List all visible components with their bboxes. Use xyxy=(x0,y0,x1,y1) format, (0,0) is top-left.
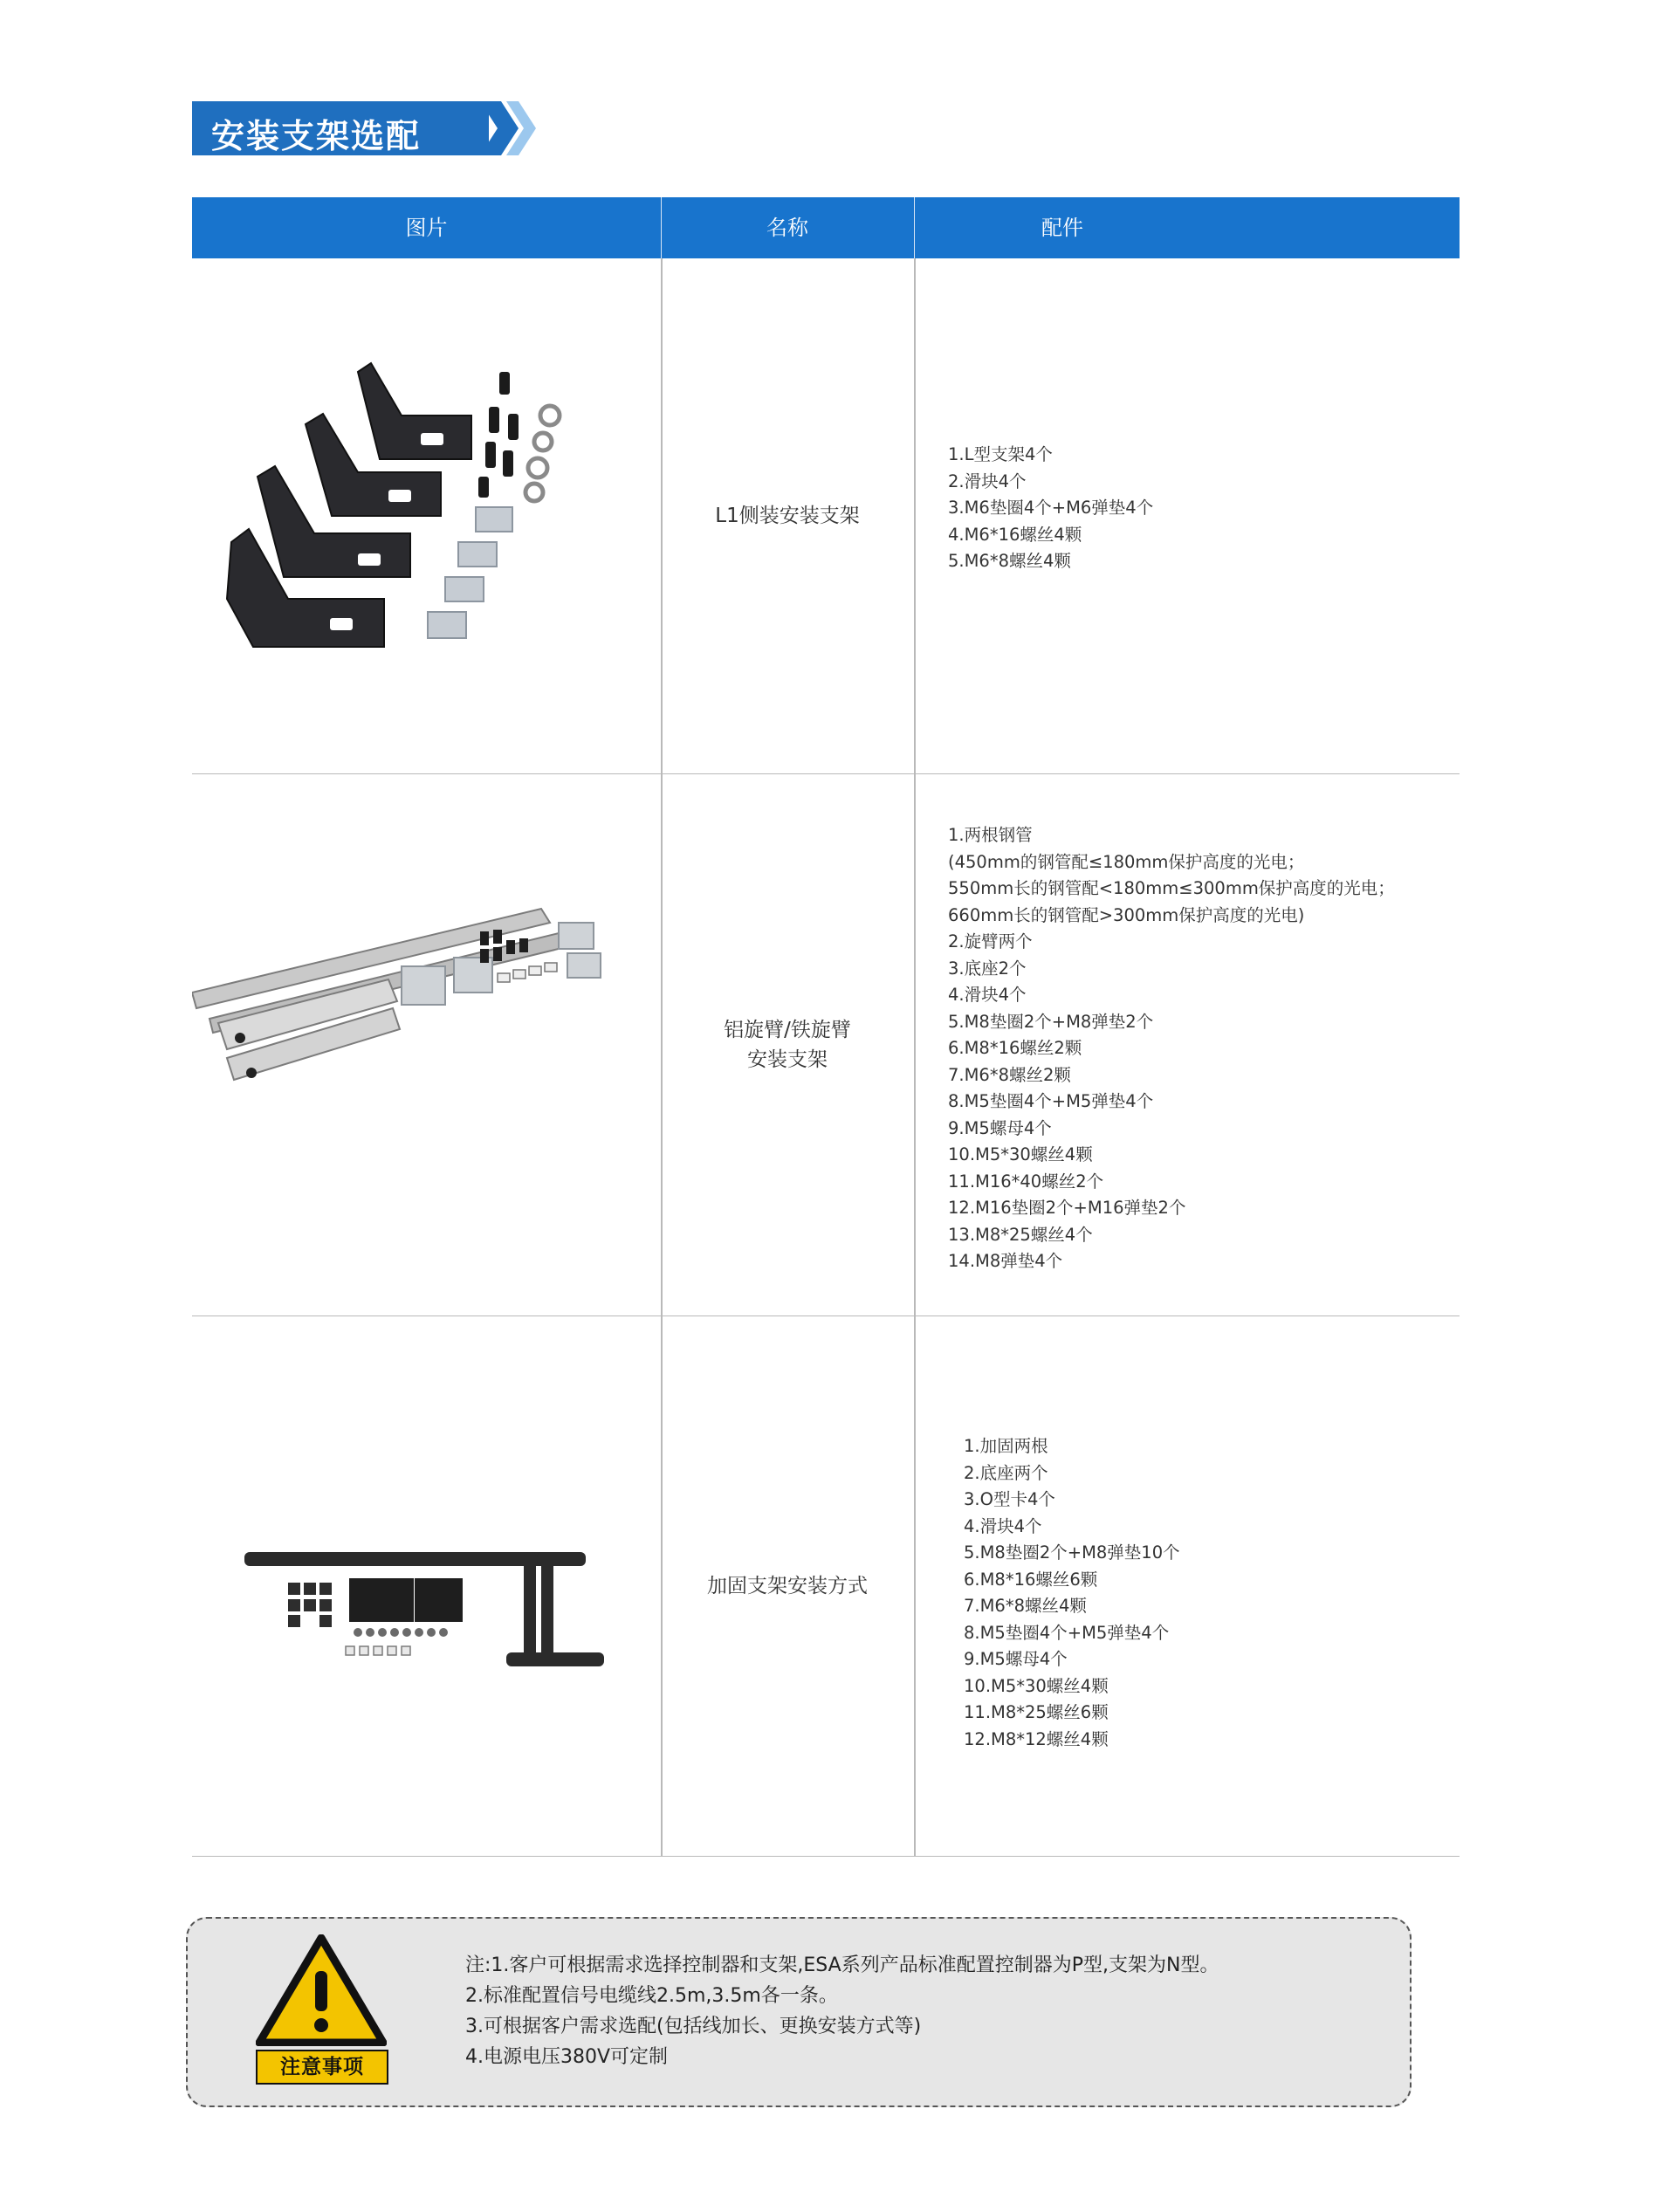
header-image: 图片 xyxy=(405,216,448,240)
bracket-table xyxy=(192,197,1460,1857)
item-name: L1侧装安装支架 xyxy=(715,505,860,527)
notice-box xyxy=(186,1917,1412,2107)
table-row xyxy=(192,774,1460,1316)
notice-text: 注:1.客户可根据需求选择控制器和支架,ESA系列产品标准配置控制器为P型,支架为N型。 2.标准配置信号电缆线2.5m,3.5m各一条。 3.可根据客户需求选配(包括线加长、更换安装方式等) 4.电源电压380V可定制 xyxy=(465,1954,1219,2068)
table-row xyxy=(192,258,1460,774)
parts-list: 1.加固两根 2.底座两个 3.O型卡4个 4.滑块4个 5.M8垫圈2个+M8弹垫10个 6.M8*16螺丝6颗 7.M6*8螺丝4颗 8.M5垫圈4个+M5弹垫4个 9.M5螺母4个 10.M5*30螺丝4颗 11.M8*25螺丝6颗 12.M8*12螺丝4颗 xyxy=(964,1436,1180,1749)
item-name: 加固支架安装方式 xyxy=(707,1575,868,1597)
header-parts: 配件 xyxy=(1041,216,1083,240)
table-header xyxy=(192,197,1460,258)
warning-triangle-icon xyxy=(256,1934,387,2046)
l-bracket-image xyxy=(192,311,661,725)
double-chevron-icon xyxy=(480,101,550,155)
swing-arm-bracket-image xyxy=(192,905,661,1136)
table-row xyxy=(192,1316,1460,1857)
header-name: 名称 xyxy=(766,216,808,240)
parts-list: 1.两根钢管 (450mm的钢管配≤180mm保护高度的光电； 550mm长的钢管配<180mm≤300mm保护高度的光电； 660mm长的钢管配>300mm保护高度的光电) 2.旋臂两个 3.底座2个 4.滑块4个 5.M8垫圈2个+M8弹垫2个 6.M8*16螺丝2颗 7.M6*8螺丝2颗 8.M5垫圈4个+M5弹垫4个 9.M5螺母4个 10.M5*30螺丝4颗 11.M16*40螺丝2个 12.M16垫圈2个+M16弹垫2个 13.M8*25螺丝4个 14.M8弹垫4个 xyxy=(948,825,1395,1271)
notice-label: 注意事项 xyxy=(256,2050,388,2085)
reinforced-bracket-image xyxy=(192,1543,661,1695)
item-name: 铝旋臂/铁旋臂 安装支架 xyxy=(724,1019,851,1071)
section-title-text: 安装支架选配 xyxy=(211,117,422,155)
parts-list: 1.L型支架4个 2.滑块4个 3.M6垫圈4个+M6弹垫4个 4.M6*16螺丝4颗 5.M6*8螺丝4颗 xyxy=(948,444,1154,571)
